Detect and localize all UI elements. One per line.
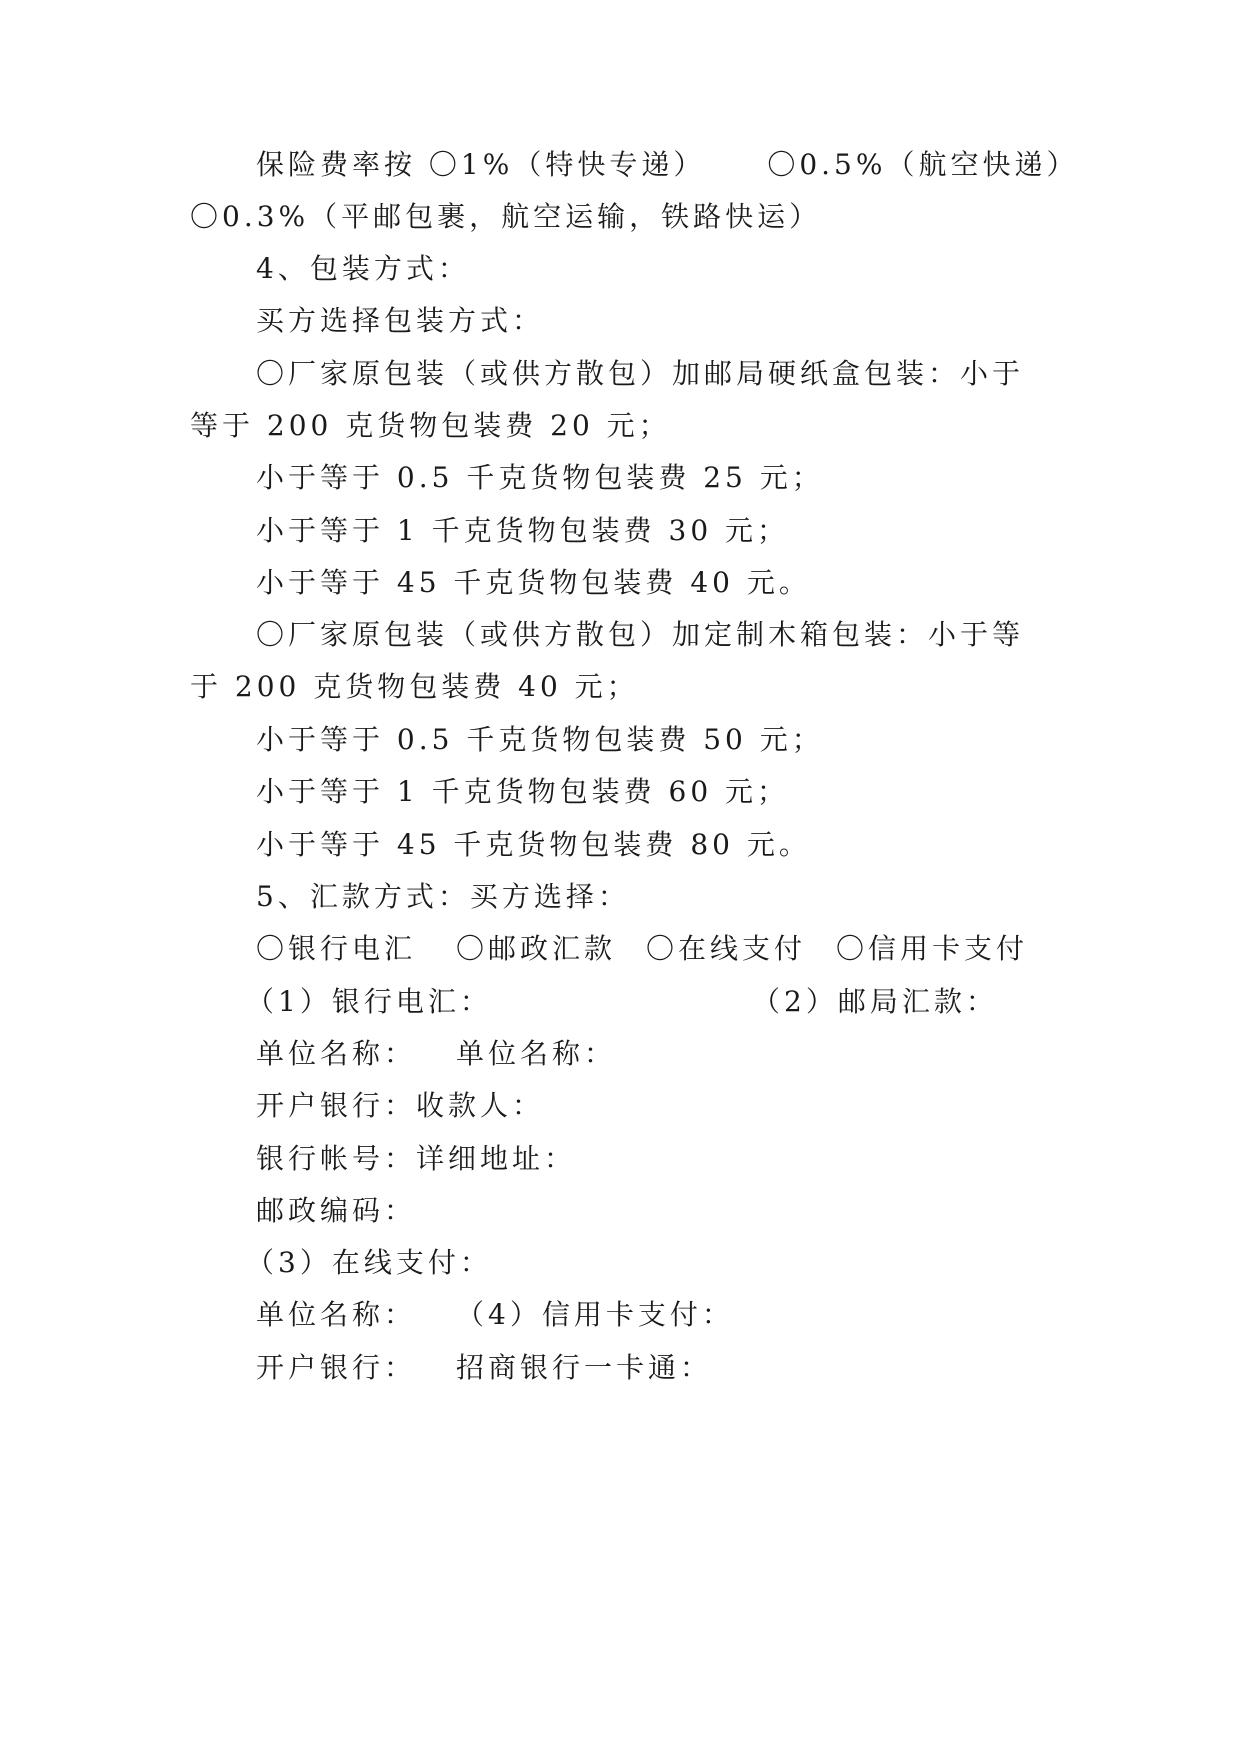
online-payment-heading: （3）在线支付： [246,1246,492,1279]
insurance-rate-option-1: 保险费率按 〇1%（特快专递） [256,148,706,181]
cmb-card-label: 招商银行一卡通： [456,1351,713,1384]
insurance-rate-option-3: 〇0.3%（平邮包裹，航空运输，铁路快运） [190,200,822,233]
unit-name-row [256,1037,616,1071]
packaging-heading: 4、包装方式： [256,252,470,285]
packaging-cardboard-1kg: 小于等于 1 千克货物包装费 30 元； [256,514,790,547]
online-unit-name-label: 单位名称： [256,1298,417,1331]
packaging-option-cardboard: 〇厂家原包装（或供方散包）加邮局硬纸盒包装：小于 [256,357,1025,390]
packaging-wooden-45kg: 小于等于 45 千克货物包装费 80 元。 [256,828,811,861]
postal-remit-heading: （2）邮局汇款： [752,985,998,1018]
payment-option-credit-card: 〇信用卡支付 [836,932,1029,965]
packaging-cardboard-200g: 等于 200 克货物包装费 20 元； [190,409,671,442]
account-address-row: 银行帐号：详细地址： [256,1142,577,1175]
packaging-cardboard-05kg: 小于等于 0.5 千克货物包装费 25 元； [256,461,824,494]
packaging-option-wooden: 〇厂家原包装（或供方散包）加定制木箱包装：小于等 [256,618,1025,651]
packaging-wooden-05kg: 小于等于 0.5 千克货物包装费 50 元； [256,723,824,756]
packaging-cardboard-45kg: 小于等于 45 千克货物包装费 40 元。 [256,566,811,599]
credit-card-heading: （4）信用卡支付： [456,1298,734,1331]
online-bank-label: 开户银行： [256,1351,417,1384]
postal-unit-name-label: 单位名称： [456,1037,617,1070]
online-credit-row [256,1298,734,1332]
insurance-rate-line [256,148,1078,182]
payment-option-online: 〇在线支付 [646,932,807,965]
payment-option-postal: 〇邮政汇款 [456,932,617,965]
packaging-wooden-1kg: 小于等于 1 千克货物包装费 60 元； [256,775,790,808]
payment-option-bank-wire: 〇银行电汇 [256,932,417,965]
bank-wire-heading: （1）银行电汇： [246,985,492,1018]
insurance-rate-option-2: 〇0.5%（航空快递） [767,148,1079,181]
payment-options [256,932,1028,966]
bank-card-row [256,1351,712,1385]
postal-code-label: 邮政编码： [256,1194,417,1227]
packaging-buyer-choice: 买方选择包装方式： [256,304,545,337]
payment-heading: 5、汇款方式：买方选择： [256,880,630,913]
bank-payee-row: 开户银行：收款人： [256,1089,545,1122]
bank-unit-name-label: 单位名称： [256,1037,417,1070]
packaging-wooden-200g: 于 200 克货物包装费 40 元； [190,670,639,703]
